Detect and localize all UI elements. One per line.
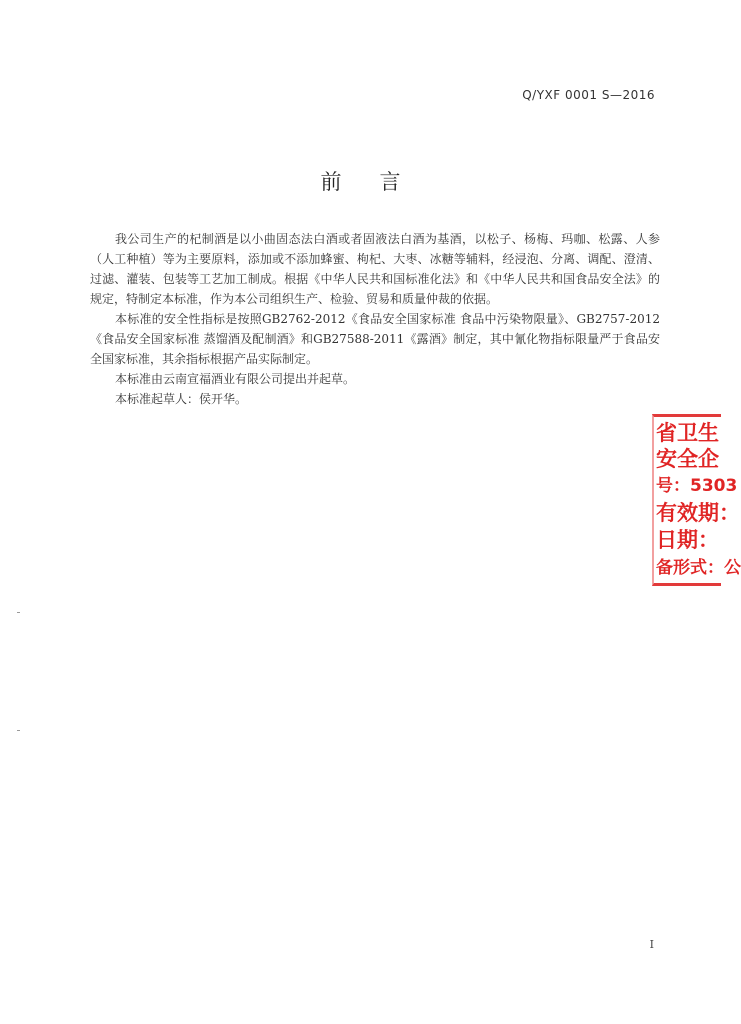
paragraph-2: 本标准的安全性指标是按照GB2762-2012《食品安全国家标准 食品中污染物限量》、GB2757-2012《食品安全国家标准 蒸馏酒及配制酒》和GB27588-2011《露酒》制定，其中氰化物指标限量严于食品安全国家标准，其余指标根据产品实际制定。 <box>90 312 660 366</box>
stamp-line-3: 号：5303 <box>656 476 738 496</box>
stamp-line-5: 日期： <box>656 528 719 552</box>
page-title: 前言 <box>320 170 439 194</box>
stamp-line-2: 安全企 <box>656 447 719 471</box>
standard-code: Q/YXF 0001 S—2016 <box>522 88 655 102</box>
page-number: I <box>649 938 654 951</box>
paragraph-3: 本标准由云南宣福酒业有限公司提出并起草。 <box>115 372 356 386</box>
stamp-line-4: 有效期： <box>656 501 740 525</box>
foreword-body <box>90 229 660 409</box>
paragraph-4: 本标准起草人：侯开华。 <box>115 392 248 406</box>
margin-mark <box>17 612 20 613</box>
stamp-line-1: 省卫生 <box>656 421 719 445</box>
margin-mark <box>17 730 20 731</box>
filing-stamp <box>652 414 741 586</box>
stamp-line-6: 备形式：公 <box>656 558 741 578</box>
paragraph-1: 我公司生产的杞制酒是以小曲固态法白酒或者固液法白酒为基酒，以松子、杨梅、玛咖、松露、人参（人工种植）等为主要原料，添加或不添加蜂蜜、枸杞、大枣、冰糖等辅料，经浸泡、分离、调配、澄清、过滤、灌装、包装等工艺加工制成。根据《中华人民共和国标准化法》和《中华人民共和国食品安全法》的规定，特制定本标准，作为本公司组织生产、检验、贸易和质量仲裁的依据。 <box>90 232 660 306</box>
